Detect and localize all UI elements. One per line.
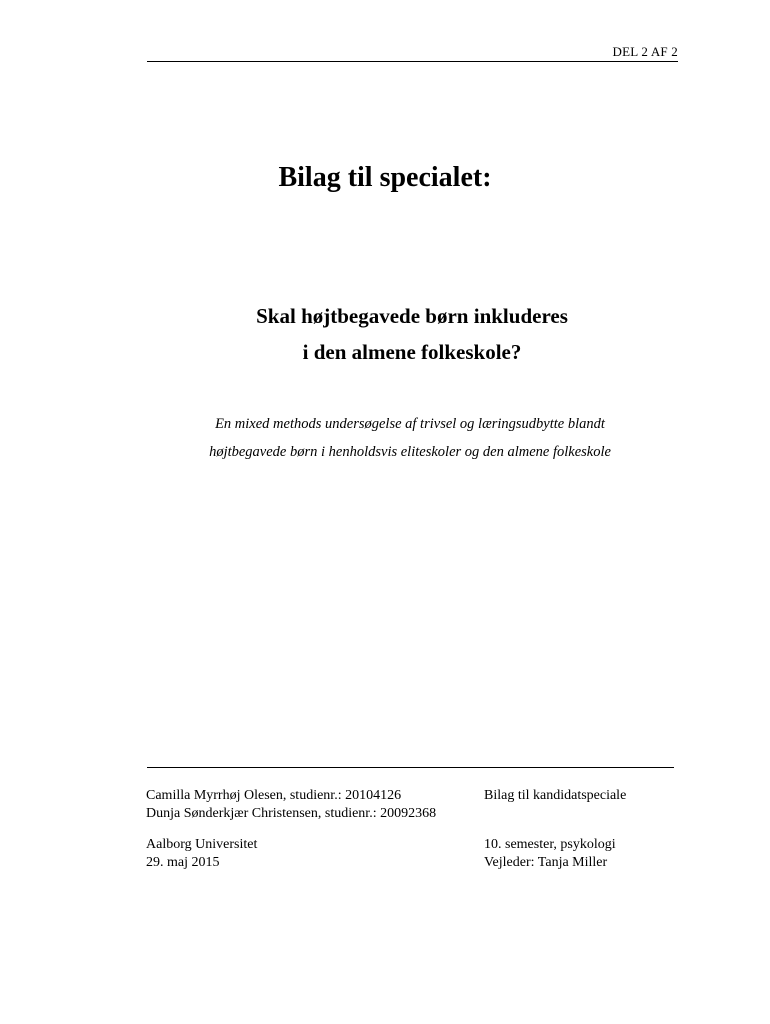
page-title: Bilag til specialet: [278, 162, 492, 193]
institution: Aalborg Universitet [146, 837, 258, 852]
description-line-1: En mixed methods undersøgelse af trivsel og læringsudbytte blandt [215, 416, 605, 432]
institution-block [146, 836, 257, 872]
author-1: Camilla Myrrhøj Olesen, studienr.: 20104126 [146, 788, 402, 803]
document-type: Bilag til kandidatspeciale [484, 788, 627, 803]
authors-block [146, 787, 436, 823]
description [0, 410, 770, 466]
subtitle-line-2: i den almene folkeskole? [302, 340, 522, 364]
author-2: Dunja Sønderkjær Christensen, studienr.: 20092368 [146, 806, 437, 821]
semester: 10. semester, psykologi [484, 837, 616, 852]
description-line-2: højtbegavede børn i henholdsvis eliteskoler og den almene folkeskole [209, 444, 611, 460]
supervisor: Vejleder: Tanja Miller [484, 855, 608, 870]
subtitle [0, 298, 770, 370]
subtitle-line-1: Skal højtbegavede børn inkluderes [256, 304, 568, 328]
document-type-block [484, 787, 626, 805]
semester-block [484, 836, 616, 872]
date: 29. maj 2015 [146, 855, 220, 870]
header-part-label: DEL 2 AF 2 [612, 44, 678, 59]
header-divider [147, 61, 678, 62]
footer-divider [147, 767, 674, 768]
